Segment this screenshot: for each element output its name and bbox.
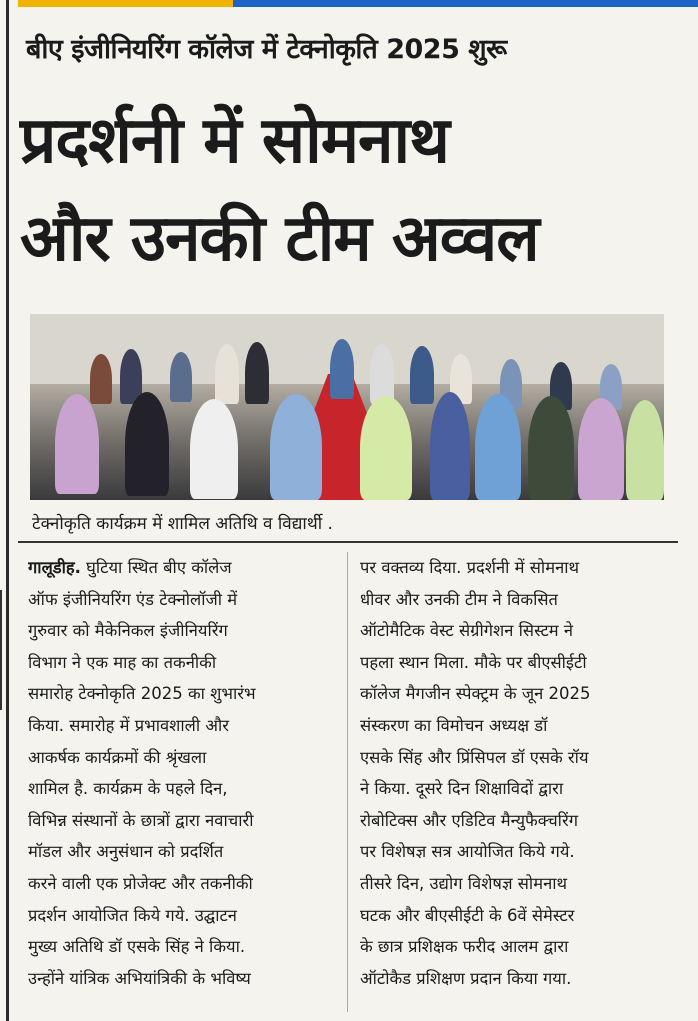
photo-person (528, 396, 574, 500)
photo-person (55, 394, 99, 494)
photo-caption: टेक्नोकृति कार्यक्रम में शामिल अतिथि व विद्यार्थी . (32, 514, 333, 534)
dateline: गालूडीह. (28, 558, 81, 577)
article-line: करने वाली एक प्रोजेक्ट और तकनीकी (28, 873, 253, 893)
photo-person (475, 394, 521, 500)
article-line: विभिन्न संस्थानों के छात्रों द्वारा नवाचारी (28, 810, 254, 830)
photo-person (190, 399, 238, 499)
article-line: पहला स्थान मिला. मौके पर बीएसीईटी (360, 652, 587, 672)
headline-line-2: और उनकी टीम अव्वल (20, 202, 539, 276)
article-line: प्रदर्शन आयोजित किये गये. उद्घाटन (28, 905, 237, 925)
left-column-rule (6, 0, 9, 1021)
article-line: के छात्र प्रशिक्षक फरीद आलम द्वारा (360, 937, 569, 957)
kicker-headline: बीए इंजीनियरिंग कॉलेज में टेक्नोकृति 2025 शुरू (26, 34, 507, 65)
article-line: मुख्य अतिथि डॉ एसके सिंह ने किया. (28, 937, 246, 957)
article-line: उन्होंने यांत्रिक अभियांत्रिकी के भविष्य (28, 968, 251, 988)
article-column-2 (360, 552, 675, 994)
article-line: मॉडल और अनुसंधान को प्रदर्शित (28, 842, 224, 862)
article-line: शामिल है. कार्यक्रम के पहले दिन, (28, 779, 228, 799)
photo-person (578, 398, 624, 500)
main-headline (20, 92, 690, 288)
photo-person (270, 394, 322, 500)
photo-person (90, 354, 112, 404)
photo-person (430, 392, 470, 500)
photo-person (245, 342, 269, 404)
article-line: एसके सिंह और प्रिंसिपल डॉ एसके रॉय (360, 747, 589, 767)
article-line: पर विशेषज्ञ सत्र आयोजित किये गये. (360, 842, 575, 862)
article-line: आकर्षक कार्यक्रमों की श्रृंखला (28, 747, 207, 767)
photo-person (125, 392, 169, 496)
photo-person (330, 339, 354, 399)
article-line: गुरुवार को मैकेनिकल इंजीनियरिंग (28, 621, 228, 641)
article-line: संस्करण का विमोचन अध्यक्ष डॉ (360, 715, 548, 735)
caption-divider (18, 541, 678, 543)
article-line: रोबोटिक्स और एडिटिव मैन्युफैक्चरिंग (360, 810, 578, 830)
column-divider (347, 552, 348, 1012)
article-line: ऑटोकैड प्रशिक्षण प्रदान किया गया. (360, 968, 572, 988)
article-line: किया. समारोह में प्रभावशाली और (28, 715, 229, 735)
left-edge-mark (0, 590, 2, 710)
article-line: समारोह टेक्नोकृति 2025 का शुभारंभ (28, 684, 256, 704)
article-line: विभाग ने एक माह का तकनीकी (28, 652, 217, 672)
top-color-bar-yellow (18, 0, 233, 7)
article-line: ऑटोमैटिक वेस्ट सेग्रीगेशन सिस्टम ने (360, 621, 574, 641)
article-line-text: घुटिया स्थित बीए कॉलेज (86, 558, 232, 577)
photo-person (370, 344, 394, 404)
headline-line-1: प्रदर्शनी में सोमनाथ (20, 104, 449, 178)
article-line: पर वक्तव्य दिया. प्रदर्शनी में सोमनाथ (360, 558, 580, 577)
article-line: कॉलेज मैगजीन स्पेक्ट्रम के जून 2025 (360, 684, 591, 704)
photo-person (410, 346, 434, 404)
photo-person (360, 396, 412, 500)
photo-person (215, 344, 239, 404)
article-column-1 (28, 552, 343, 994)
article-line (28, 552, 343, 584)
article-line: ने किया. दूसरे दिन शिक्षाविदों द्वारा (360, 779, 564, 799)
article-line: तीसरे दिन, उद्योग विशेषज्ञ सोमनाथ (360, 873, 568, 893)
article-line: घटक और बीएसीईटी के 6वें सेमेस्टर (360, 905, 575, 925)
top-color-bar-blue (233, 0, 698, 7)
photo-person (170, 352, 192, 402)
event-photo (30, 314, 664, 500)
article-line: ऑफ इंजीनियरिंग एंड टेक्नोलॉजी में (28, 589, 238, 609)
article-line: धीवर और उनकी टीम ने विकसित (360, 589, 558, 609)
photo-person (626, 400, 664, 500)
